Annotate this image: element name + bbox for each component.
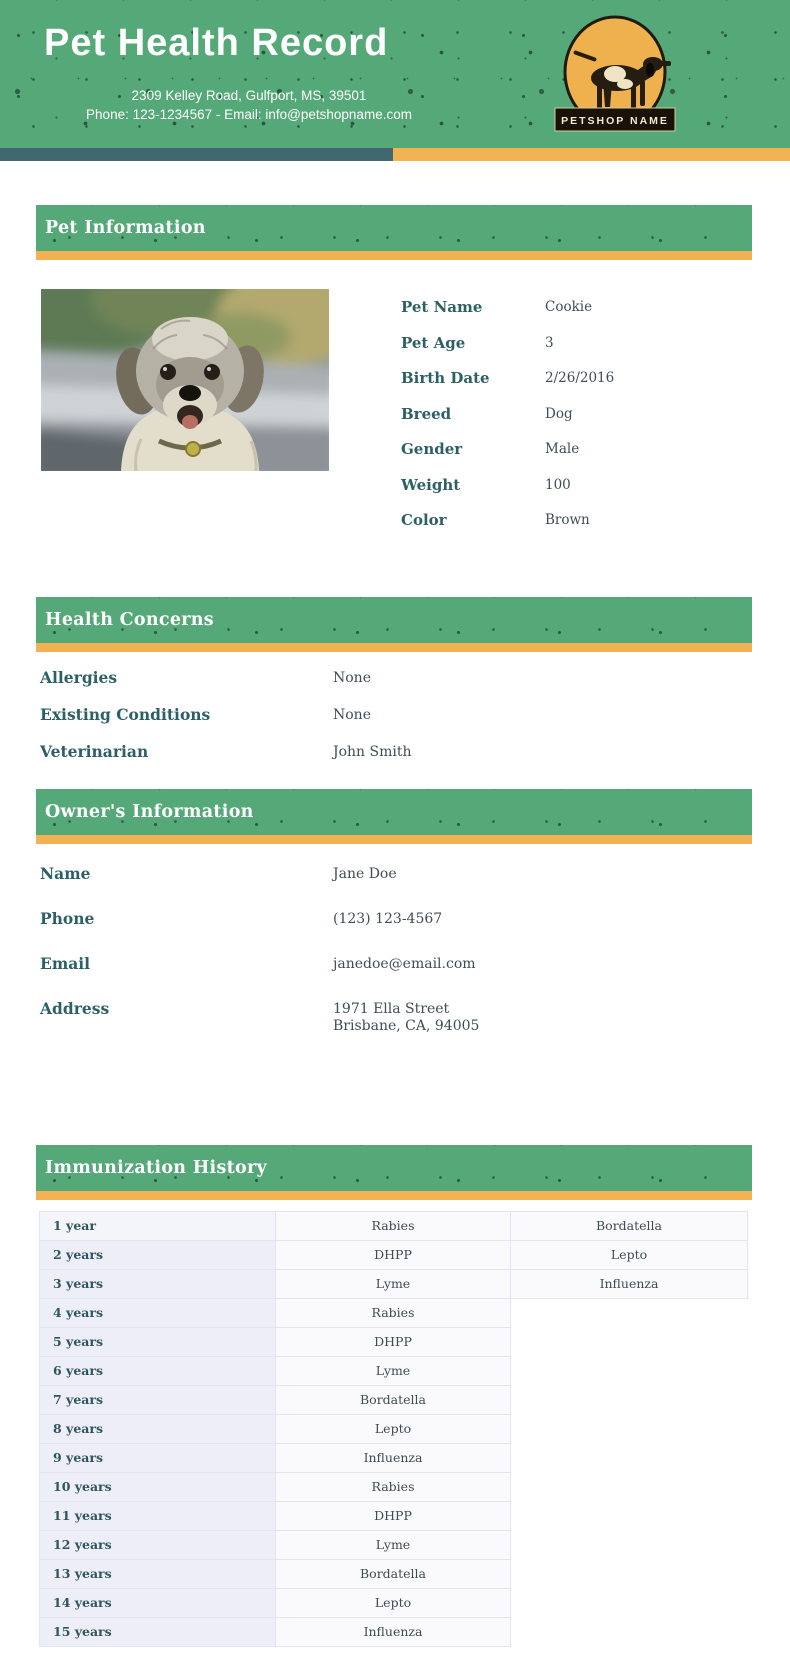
field-row (36, 705, 752, 742)
section-title: Owner's Information (45, 801, 254, 822)
orange-bar-segment (393, 148, 790, 161)
field-value: 3 (545, 334, 554, 351)
field-row (36, 909, 752, 954)
section-title: Pet Information (45, 218, 206, 238)
age-cell: 1 year (40, 1211, 276, 1240)
field-label: Birth Date (401, 369, 490, 387)
field-label: Name (40, 863, 91, 883)
immunization-row (40, 1269, 748, 1298)
age-cell: 5 years (40, 1327, 276, 1356)
field-label: Veterinarian (40, 741, 149, 761)
immunization-row (40, 1327, 748, 1356)
age-cell: 10 years (40, 1472, 276, 1501)
immunization-row (40, 1443, 748, 1472)
field-row (401, 298, 752, 334)
age-cell: 9 years (40, 1443, 276, 1472)
vaccine-cell: Rabies (276, 1472, 511, 1501)
field-value: Male (545, 441, 580, 457)
header-contact: Phone: 123-1234567 - Email: info@petshopname.com (86, 107, 412, 122)
age-cell: 2 years (40, 1240, 276, 1269)
vaccine-cell: DHPP (276, 1501, 511, 1530)
field-row (401, 405, 752, 441)
section-banner-owner-information (36, 789, 752, 835)
immunization-row (40, 1530, 748, 1559)
age-cell: 14 years (40, 1588, 276, 1617)
petshop-logo (553, 12, 677, 146)
age-cell: 12 years (40, 1530, 276, 1559)
field-label: Pet Age (401, 333, 466, 352)
field-value-line: 1971 Ella Street (333, 1000, 450, 1017)
field-row (36, 999, 752, 1044)
age-cell: 4 years (40, 1298, 276, 1327)
section-banner-immunization-history (36, 1145, 752, 1191)
immunization-row (40, 1501, 748, 1530)
vaccine-cell: Lyme (276, 1530, 511, 1559)
immunization-row (40, 1356, 748, 1385)
immunization-row (40, 1559, 748, 1588)
section-banner-pet-information (36, 205, 752, 251)
field-row (401, 476, 752, 512)
section-title: Immunization History (45, 1157, 267, 1178)
immunization-row (40, 1588, 748, 1617)
section-title: Health Concerns (45, 609, 214, 630)
immunization-row (40, 1298, 748, 1327)
field-value: None (333, 706, 371, 723)
vaccine-cell: DHPP (276, 1327, 511, 1356)
field-value-line: Brisbane, CA, 94005 (333, 1017, 480, 1034)
vaccine-cell: Influenza (511, 1269, 748, 1298)
field-value: John Smith (333, 743, 412, 760)
field-label: Pet Name (401, 298, 483, 316)
age-cell: 15 years (40, 1617, 276, 1646)
immunization-row (40, 1617, 748, 1646)
pet-information-block (36, 289, 752, 547)
vaccine-cell: Rabies (276, 1211, 511, 1240)
banner-underline (36, 1191, 752, 1200)
field-value: 100 (545, 476, 571, 493)
divider-bar (0, 148, 790, 161)
age-cell: 8 years (40, 1414, 276, 1443)
pet-photo (41, 289, 329, 471)
vaccine-cell: Lepto (276, 1414, 511, 1443)
field-value (333, 999, 479, 1044)
immunization-row (40, 1472, 748, 1501)
vaccine-cell: Lyme (276, 1269, 511, 1298)
vaccine-cell: Lepto (276, 1588, 511, 1617)
age-cell: 13 years (40, 1559, 276, 1588)
immunization-row (40, 1414, 748, 1443)
vaccine-cell: Influenza (276, 1617, 511, 1646)
header-contact-block (54, 86, 444, 124)
field-value: Jane Doe (333, 865, 397, 882)
field-value: (123) 123-4567 (333, 910, 443, 927)
field-label: Breed (401, 404, 452, 423)
banner-underline (36, 251, 752, 260)
field-label: Gender (401, 440, 463, 458)
immunization-table-body (40, 1211, 748, 1646)
field-value: Cookie (545, 299, 593, 315)
field-label: Color (401, 511, 447, 529)
field-label: Allergies (40, 667, 118, 687)
field-row (36, 668, 752, 705)
age-cell: 11 years (40, 1501, 276, 1530)
field-row (401, 334, 752, 370)
owner-information-fields (36, 864, 752, 1044)
section-banner-health-concerns (36, 597, 752, 643)
vaccine-cell: Influenza (276, 1443, 511, 1472)
field-row (36, 864, 752, 909)
age-cell: 6 years (40, 1356, 276, 1385)
page-title: Pet Health Record (44, 22, 389, 64)
page-header (0, 0, 790, 148)
header-address: 2309 Kelley Road, Gulfport, MS, 39501 (131, 88, 367, 103)
vaccine-cell: Rabies (276, 1298, 511, 1327)
vaccine-cell: DHPP (276, 1240, 511, 1269)
field-row (36, 954, 752, 999)
teal-bar-segment (0, 148, 393, 161)
vaccine-cell: Lyme (276, 1356, 511, 1385)
field-value: Brown (545, 512, 590, 528)
age-cell: 7 years (40, 1385, 276, 1414)
field-value: janedoe@email.com (333, 955, 476, 972)
field-label: Phone (40, 908, 95, 928)
immunization-table (39, 1211, 748, 1647)
vaccine-cell: Lepto (511, 1240, 748, 1269)
vaccine-cell: Bordatella (511, 1211, 748, 1240)
field-label: Existing Conditions (40, 704, 211, 724)
immunization-row (40, 1211, 748, 1240)
age-cell: 3 years (40, 1269, 276, 1298)
field-row (401, 369, 752, 405)
field-row (401, 440, 752, 476)
health-concerns-fields (36, 668, 752, 779)
immunization-row (40, 1385, 748, 1414)
field-value: Dog (545, 405, 573, 422)
vaccine-cell: Bordatella (276, 1559, 511, 1588)
vaccine-cell: Bordatella (276, 1385, 511, 1414)
pet-fields (401, 289, 752, 547)
field-value: 2/26/2016 (545, 370, 615, 386)
field-value: None (333, 669, 371, 686)
field-label: Weight (401, 475, 461, 494)
field-row (401, 511, 752, 547)
field-label: Address (40, 998, 110, 1018)
field-row (36, 742, 752, 779)
logo-text: PETSHOP NAME (561, 115, 669, 127)
banner-underline (36, 835, 752, 844)
banner-underline (36, 643, 752, 652)
field-label: Email (40, 953, 91, 973)
immunization-row (40, 1240, 748, 1269)
